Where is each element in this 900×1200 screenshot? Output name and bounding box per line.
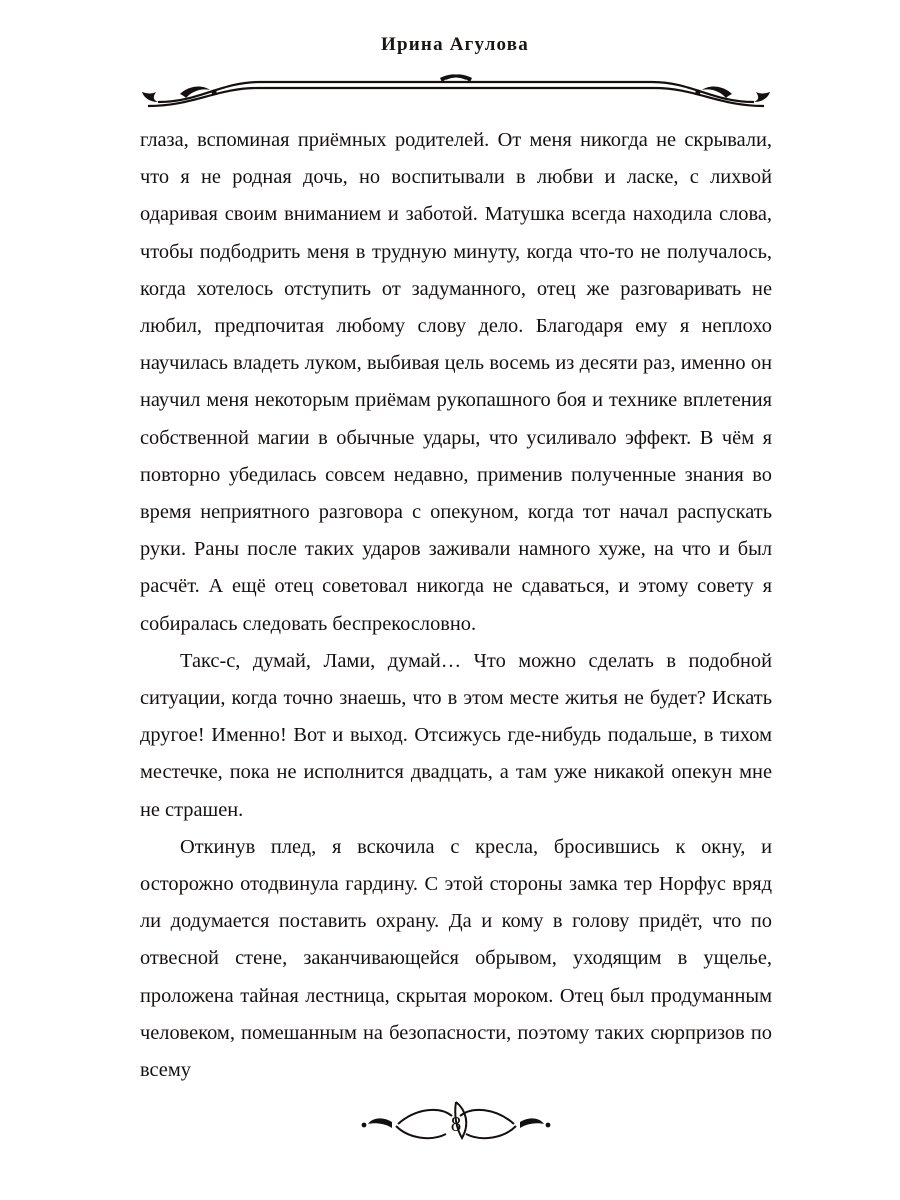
page-number: 8 <box>450 1112 462 1136</box>
author-running-head: Ирина Агулова <box>381 34 529 55</box>
paragraph: Такс-с, думай, Лами, думай… Что можно сделать в подобной ситуации, когда точно знаешь, что в этом месте житья не будет? Искать другое! Именно! Вот и выход. Отсижусь где-нибудь подальше, в тихом местечке, пока не исполнится двадцать, а там уже никакой опекун мне не страшен. <box>140 649 772 821</box>
header-flourish-rule <box>140 72 770 110</box>
paragraph: Откинув плед, я вскочила с кресла, бросившись к окну, и осторожно отодвинула гардину. С этой стороны замка тер Норфус вряд ли додумается поставить охрану. Да и кому в голову придёт, что по отвесной стене, заканчивающейся обрывом, уходящим в ущелье, проложена тайная лестница, скрытая мороком. Отец был продуманным человеком, помешанным на безопасности, поэтому таких сюрпризов по всему <box>140 835 772 1082</box>
page-body <box>140 122 772 1089</box>
page-header <box>140 34 770 112</box>
paragraph: глаза, вспоминая приёмных родителей. От меня никогда не скрывали, что я не родная дочь, но воспитывали в любви и ласке, с лихвой одаривая своим вниманием и заботой. Матушка всегда находила слова, чтобы подбодрить меня в трудную минуту, когда что-то не получалось, когда хотелось отступить от задуманного, отец же разговаривать не любил, предпочитая любому слову дело. Благодаря ему я неплохо научилась владеть луком, выбивая цель восемь из десяти раз, именно он научил меня некоторым приёмам рукопашного боя и технике вплетения собственной магии в обычные удары, что усиливало эффект. В чём я повторно убедилась совсем недавно, применив полученные знания во время неприятного разговора с опекуном, когда тот начал распускать руки. Раны после таких ударов заживали намного хуже, на что и был расчёт. А ещё отец советовал никогда не сдаваться, и этому совету я собиралась следовать беспрекословно. <box>140 129 772 635</box>
page-footer <box>140 1098 772 1168</box>
